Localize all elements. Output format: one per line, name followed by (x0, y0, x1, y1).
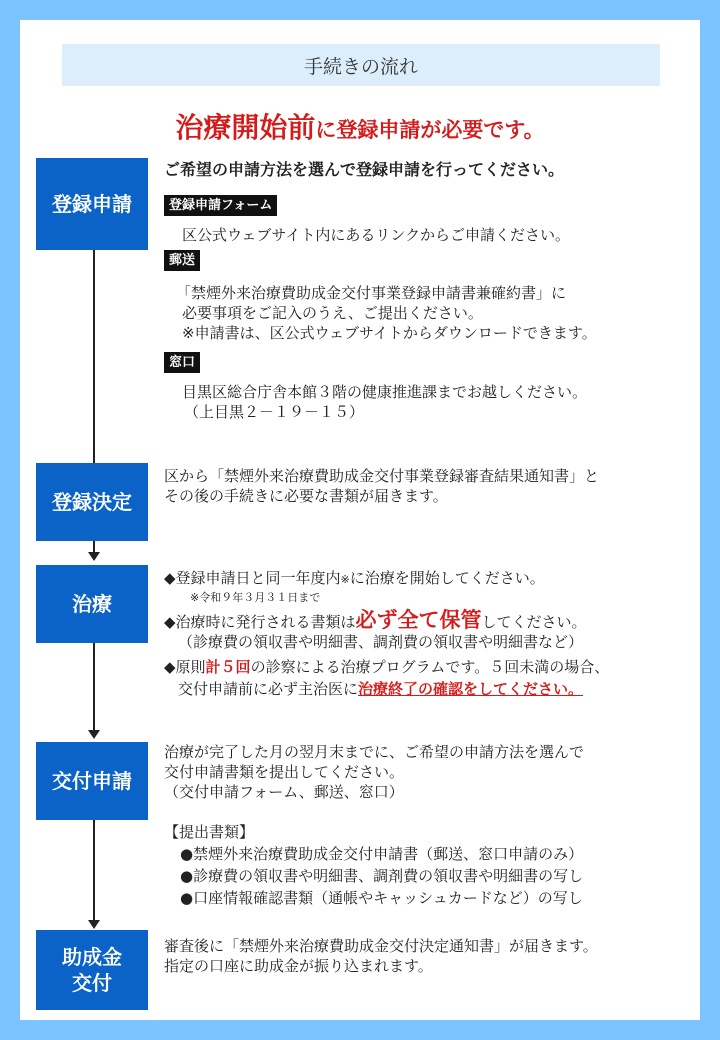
treatment-item-3-post: の診察による治療プログラムです。５回未満の場合、 (250, 658, 610, 676)
step-registration-lead: ご希望の申請方法を選んで登録申請を行ってください。 (164, 160, 565, 179)
arrow-down-icon (88, 920, 100, 929)
method-tag-counter: 窓口 (164, 352, 200, 373)
method-mail-line: ※申請書は、区公式ウェブサイトからダウンロードできます。 (182, 324, 597, 342)
flow-page (20, 20, 700, 1020)
step-treatment-label: 治療 (36, 565, 148, 643)
treatment-item-2-pre: ◆治療時に発行される書類は (164, 613, 356, 631)
treatment-item-3-line2-emphasis: 治療終了の確認をしてください。 (358, 680, 584, 698)
step-application-label: 交付申請 (36, 742, 148, 820)
connector-line (93, 818, 95, 922)
grant-line: 指定の口座に助成金が振り込まれます。 (164, 957, 433, 975)
step-grant-label-line1: 助成金 (62, 945, 122, 969)
treatment-item-1 (164, 568, 545, 590)
document-item: ●診療費の領収書や明細書、調剤費の領収書や明細書の写し (180, 867, 584, 885)
step-decision-line: その後の手続きに必要な書類が届きます。 (164, 487, 448, 505)
headline-strong: 治療開始前 (175, 111, 316, 144)
step-grant-label-line2: 交付 (72, 971, 112, 995)
treatment-item-2-emphasis: 必ず全て保管 (355, 608, 482, 632)
treatment-item-1-mark: ※ (340, 573, 350, 586)
treatment-item-2-post: してください。 (481, 613, 587, 631)
application-line: 交付申請書類を提出してください。 (164, 763, 405, 781)
method-counter-address: （上目黒２－１９－１５） (184, 403, 365, 421)
page-title: 手続きの流れ (62, 44, 660, 86)
application-line: 治療が完了した月の翌月末までに、ご希望の申請方法を選んで (164, 743, 585, 761)
arrow-down-icon (88, 552, 100, 561)
treatment-item-3-line2-pre: 交付申請前に必ず主治医に (178, 680, 359, 698)
method-form-text: 区公式ウェブサイト内にあるリンクからご申請ください。 (182, 226, 571, 244)
step-decision-label: 登録決定 (36, 463, 148, 541)
document-item: ●口座情報確認書類（通帳やキャッシュカードなど）の写し (180, 889, 583, 907)
grant-line: 審査後に「禁煙外来治療費助成金交付決定通知書」が届きます。 (164, 937, 598, 955)
treatment-item-1-text: ◆登録申請日と同一年度内 (164, 569, 341, 587)
application-line: （交付申請フォーム、郵送、窓口） (164, 783, 404, 801)
treatment-item-3-emphasis: 計５回 (205, 658, 251, 676)
headline (20, 106, 700, 146)
treatment-item-2-line2: （診療費の領収書や明細書、調剤費の領収書や明細書など） (178, 633, 584, 651)
arrow-down-icon (88, 730, 100, 739)
connector-line (93, 250, 95, 472)
headline-rest: に登録申請が必要です。 (315, 118, 545, 142)
documents-heading: 【提出書類】 (164, 823, 255, 841)
document-item: ●禁煙外来治療費助成金交付申請書（郵送、窓口申請のみ） (180, 845, 584, 863)
treatment-item-3-line2 (178, 679, 583, 699)
method-counter-line: 目黒区総合庁舎本館３階の健康推進課までお越しください。 (182, 383, 588, 401)
step-grant-label (36, 930, 148, 1010)
treatment-item-3 (164, 657, 609, 677)
method-mail-line: 必要事項をご記入のうえ、ご提出ください。 (182, 304, 483, 322)
treatment-item-2 (164, 610, 587, 632)
step-decision-line: 区から「禁煙外来治療費助成金交付事業登録審査結果通知書」と (164, 467, 600, 485)
method-tag-mail: 郵送 (164, 250, 200, 271)
treatment-item-3-pre: ◆原則 (164, 658, 206, 676)
method-mail-line: 「禁煙外来治療費助成金交付事業登録申請書兼確約書」に (176, 284, 567, 302)
step-registration-label: 登録申請 (36, 158, 148, 250)
method-tag-form: 登録申請フォーム (164, 195, 277, 216)
treatment-item-1-text2: に治療を開始してください。 (349, 569, 545, 587)
treatment-deadline-note: ※令和９年３月３１日まで (190, 591, 321, 604)
